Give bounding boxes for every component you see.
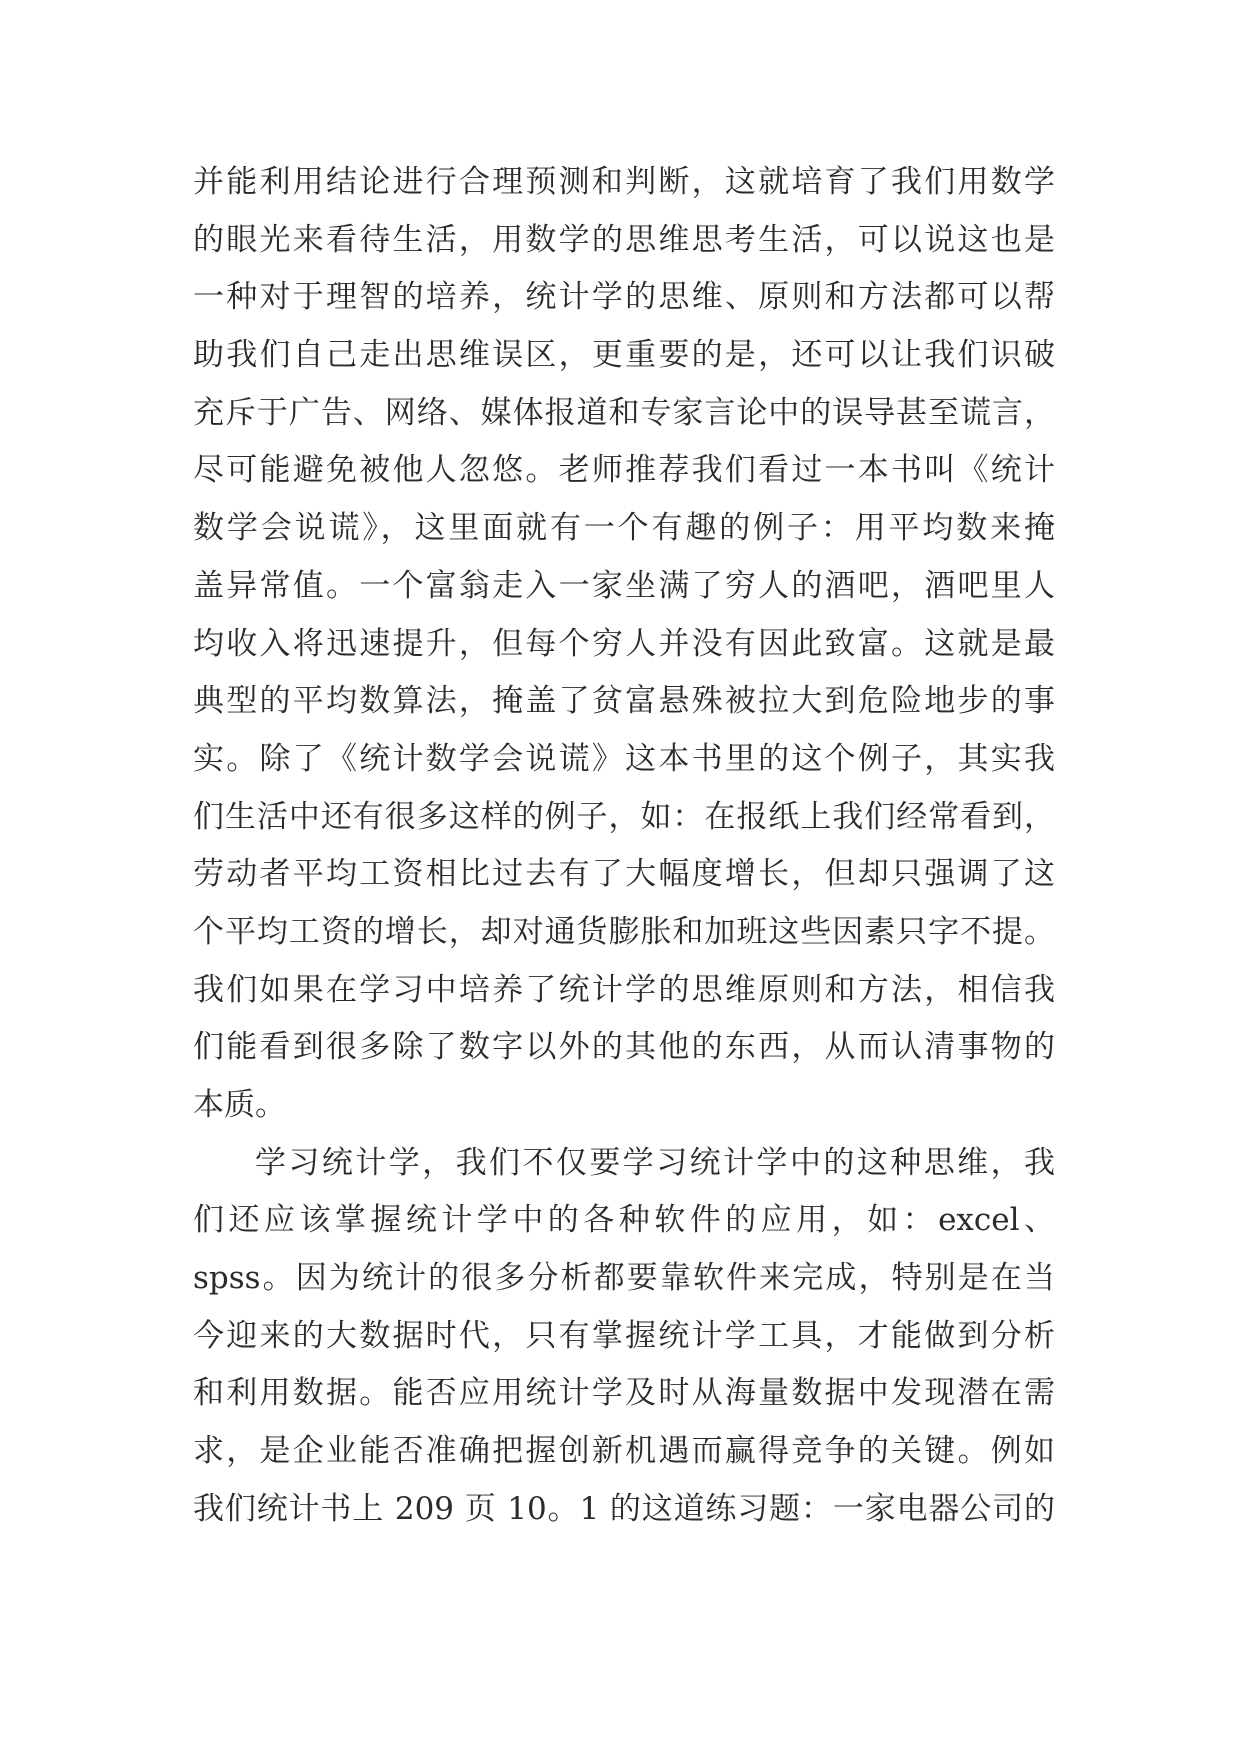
paragraph-1	[193, 154, 1055, 1135]
text-line: 求，是企业能否准确把握创新机遇而赢得竞争的关键。例如	[193, 1433, 1055, 1470]
body-text	[193, 154, 1055, 1539]
text-line: 并能利用结论进行合理预测和判断，这就培育了我们用数学	[193, 164, 1055, 200]
text-line: 本质。	[193, 1087, 286, 1123]
text-line: spss。因为统计的很多分析都要靠软件来完成，特别是在当	[193, 1260, 1055, 1297]
text-line: 实。除了《统计数学会说谎》这本书里的这个例子，其实我	[193, 740, 1055, 777]
text-line: 个平均工资的增长，却对通货膨胀和加班这些因素只字不提。	[193, 913, 1055, 950]
text-line: 盖异常值。一个富翁走入一家坐满了穷人的酒吧，酒吧里人	[193, 567, 1055, 604]
text-line: 我们统计书上 209 页 10。1 的这道练习题：一家电器公司的	[193, 1490, 1055, 1527]
text-line: 们还应该掌握统计学中的各种软件的应用，如：excel、	[193, 1202, 1055, 1239]
text-line: 我们如果在学习中培养了统计学的思维原则和方法，相信我	[193, 971, 1055, 1008]
text-line: 们生活中还有很多这样的例子，如：在报纸上我们经常看到，	[193, 798, 1055, 835]
text-line: 的眼光来看待生活，用数学的思维思考生活，可以说这也是	[193, 221, 1055, 258]
text-line: 今迎来的大数据时代，只有掌握统计学工具，才能做到分析	[193, 1317, 1055, 1354]
text-line: 数学会说谎》，这里面就有一个有趣的例子：用平均数来掩	[193, 510, 1055, 547]
text-line: 助我们自己走出思维误区，更重要的是，还可以让我们识破	[193, 337, 1055, 374]
text-line: 学习统计学，我们不仅要学习统计学中的这种思维，我	[255, 1144, 1055, 1181]
paragraph-2	[193, 1135, 1055, 1539]
text-line: 充斥于广告、网络、媒体报道和专家言论中的误导甚至谎言，	[193, 394, 1055, 431]
text-line: 尽可能避免被他人忽悠。老师推荐我们看过一本书叫《统计	[193, 452, 1055, 489]
text-line: 劳动者平均工资相比过去有了大幅度增长，但却只强调了这	[193, 856, 1055, 893]
text-line: 典型的平均数算法，掩盖了贫富悬殊被拉大到危险地步的事	[193, 683, 1055, 720]
text-line: 均收入将迅速提升，但每个穷人并没有因此致富。这就是最	[193, 625, 1055, 662]
text-line: 和利用数据。能否应用统计学及时从海量数据中发现潜在需	[193, 1375, 1055, 1412]
text-line: 们能看到很多除了数字以外的其他的东西，从而认清事物的	[193, 1029, 1055, 1066]
text-line: 一种对于理智的培养，统计学的思维、原则和方法都可以帮	[193, 279, 1055, 316]
